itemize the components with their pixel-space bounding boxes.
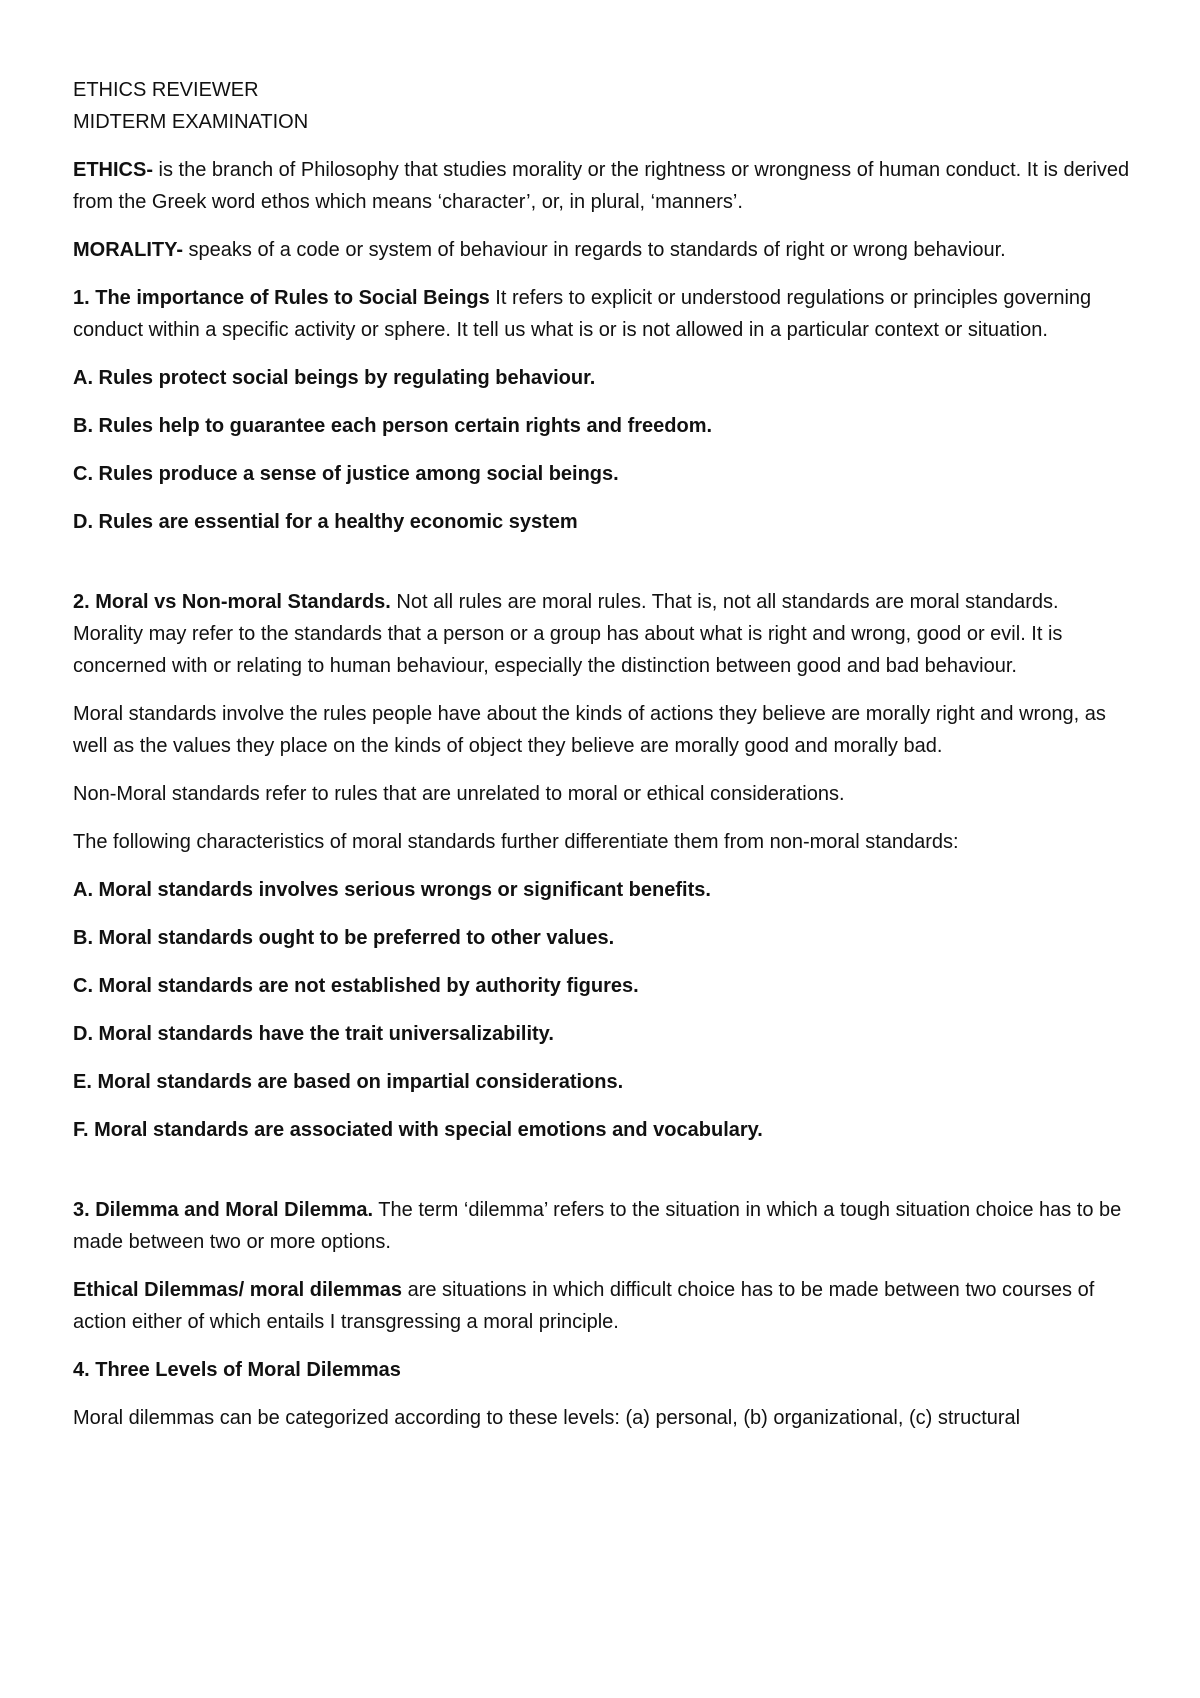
section2-heading: 2. Moral vs Non-moral Standards. xyxy=(73,591,391,613)
section2-item-c: C. Moral standards are not established by authority figures. xyxy=(73,975,639,997)
document-title xyxy=(73,74,1133,138)
section2-paragraph-non-moral: Non-Moral standards refer to rules that are unrelated to moral or ethical considerations. xyxy=(73,783,845,805)
section2-text: Not all rules are moral rules. That is, not all standards are moral standards. Morality may refer to the standards that a person or a group has about what is right and wrong, good or evil. It is concerned with or relating to human behaviour, especially the distinction between good and bad behaviour. xyxy=(73,591,1063,677)
section1-item-d: D. Rules are essential for a healthy economic system xyxy=(73,511,578,533)
morality-definition xyxy=(73,234,1133,266)
ethics-definition xyxy=(73,154,1133,218)
section1-item-b: B. Rules help to guarantee each person certain rights and freedom. xyxy=(73,415,713,437)
section4-text: Moral dilemmas can be categorized according to these levels: (a) personal, (b) organizational, (c) structural xyxy=(73,1407,1021,1429)
section3-text: The term ‘dilemma’ refers to the situation in which a tough situation choice has to be made between two or more options. xyxy=(73,1199,1122,1253)
ethics-text: is the branch of Philosophy that studies morality or the rightness or wrongness of human conduct. It is derived from the Greek word ethos which means ‘character’, or, in plural, ‘manners’. xyxy=(73,159,1130,213)
title-line-1: ETHICS REVIEWER xyxy=(73,79,259,101)
section2-intro xyxy=(73,586,1133,682)
ethical-dilemmas-term: Ethical Dilemmas/ moral dilemmas xyxy=(73,1279,403,1301)
document-page xyxy=(73,74,1133,1450)
section1-heading: 1. The importance of Rules to Social Beings xyxy=(73,287,490,309)
section1-item-c: C. Rules produce a sense of justice among social beings. xyxy=(73,463,619,485)
section2-paragraph-characteristics: The following characteristics of moral standards further differentiate them from non-moral standards: xyxy=(73,831,959,853)
section3-ethical-dilemmas xyxy=(73,1274,1133,1338)
section-spacer xyxy=(73,1162,1133,1194)
section3-heading: 3. Dilemma and Moral Dilemma. xyxy=(73,1199,374,1221)
section1-intro xyxy=(73,282,1133,346)
ethics-term: ETHICS- xyxy=(73,159,153,181)
section4-heading: 4. Three Levels of Moral Dilemmas xyxy=(73,1359,401,1381)
section2-paragraph-moral-standards: Moral standards involve the rules people have about the kinds of actions they believe are morally right and wrong, as well as the values they place on the kinds of object they believe are morally good and morally bad. xyxy=(73,703,1106,757)
ethical-dilemmas-text: are situations in which difficult choice has to be made between two courses of action either of which entails I transgressing a moral principle. xyxy=(73,1279,1095,1333)
section1-item-a: A. Rules protect social beings by regulating behaviour. xyxy=(73,367,596,389)
section2-item-d: D. Moral standards have the trait universalizability. xyxy=(73,1023,554,1045)
section3-intro xyxy=(73,1194,1133,1258)
section2-item-e: E. Moral standards are based on impartial considerations. xyxy=(73,1071,624,1093)
title-line-2: MIDTERM EXAMINATION xyxy=(73,111,309,133)
section1-text: It refers to explicit or understood regulations or principles governing conduct within a specific activity or sphere. It tell us what is or is not allowed in a particular context or situation. xyxy=(73,287,1092,341)
section-spacer xyxy=(73,554,1133,586)
morality-term: MORALITY- xyxy=(73,239,183,261)
morality-text: speaks of a code or system of behaviour in regards to standards of right or wrong behaviour. xyxy=(183,239,1006,261)
section2-item-b: B. Moral standards ought to be preferred to other values. xyxy=(73,927,615,949)
section2-item-a: A. Moral standards involves serious wrongs or significant benefits. xyxy=(73,879,711,901)
section2-item-f: F. Moral standards are associated with special emotions and vocabulary. xyxy=(73,1119,763,1141)
